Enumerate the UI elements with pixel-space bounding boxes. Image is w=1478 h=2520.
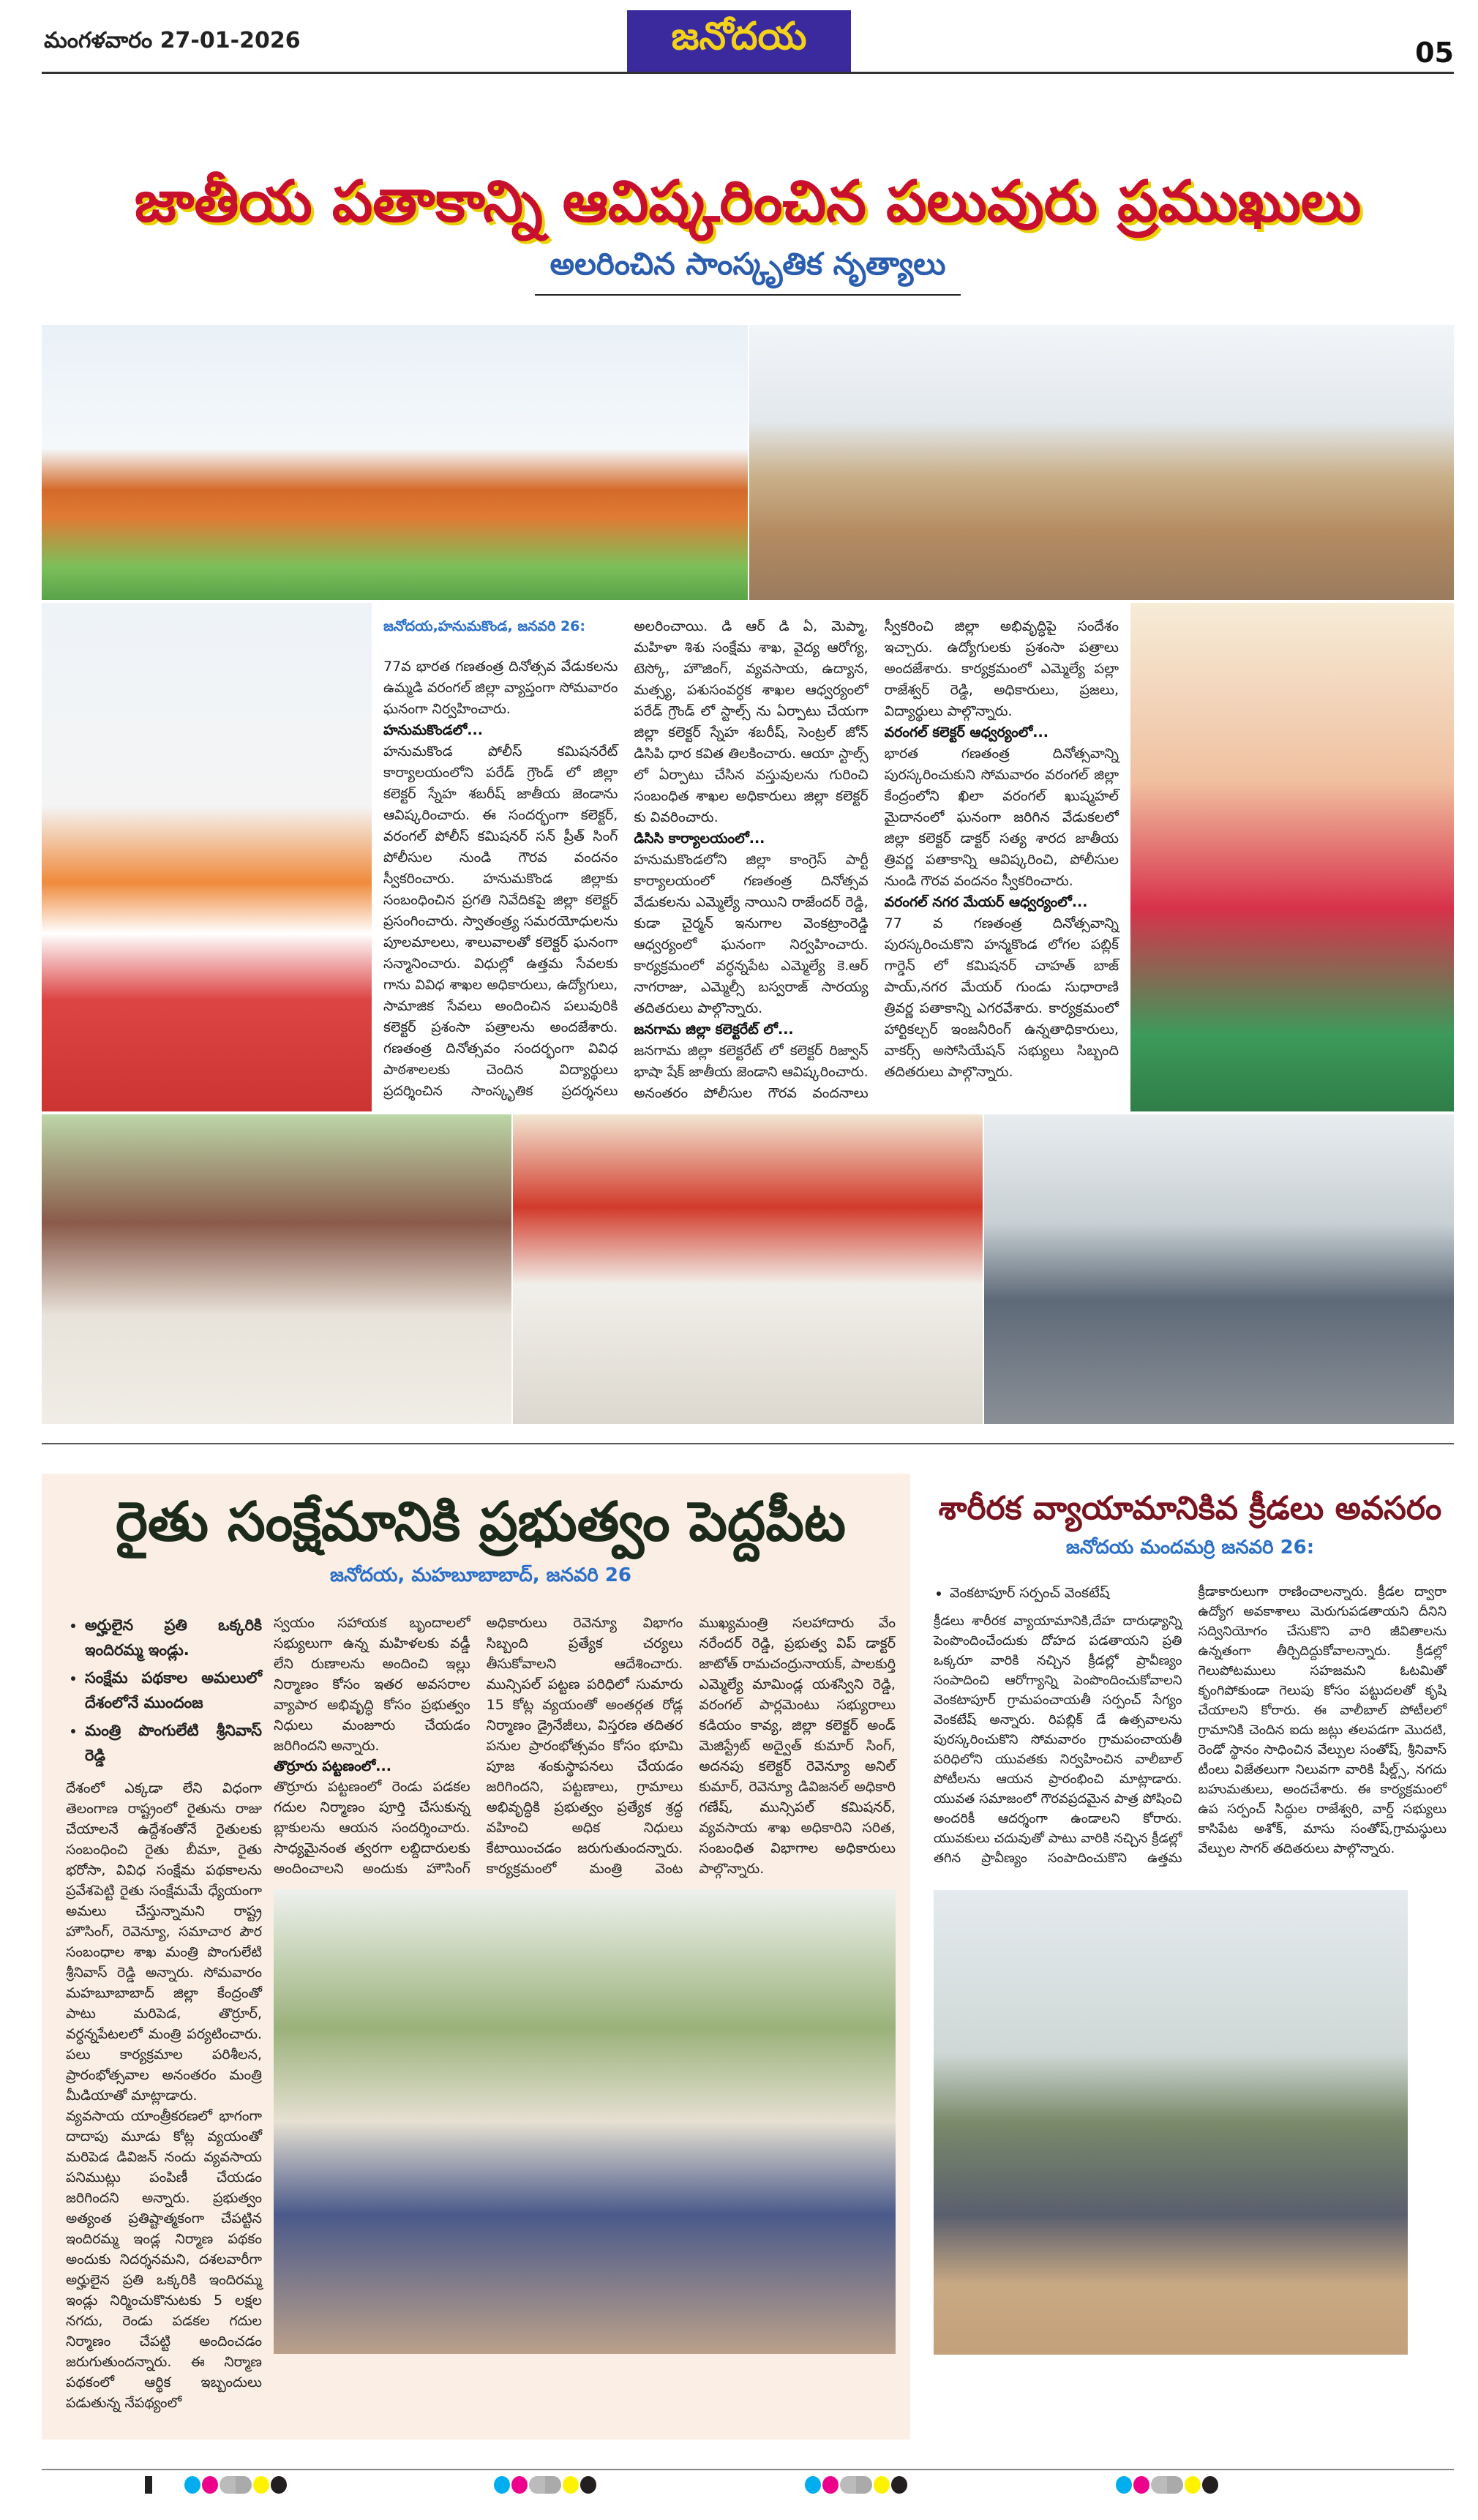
lower-section [42, 1474, 1454, 2440]
registration-dot [253, 2476, 269, 2494]
registration-dot [184, 2476, 200, 2494]
bottom-photo-row [42, 1114, 1454, 1424]
farmer-article [66, 1613, 896, 2413]
registration-dot [545, 2476, 561, 2494]
masthead [42, 0, 1454, 170]
article-paragraph: 77 వ గణతంత్ర దినోత్సవాన్ని పురస్కరించుకొని హన్మకొండ లోగల పబ్లిక్ గార్డెన్ లో కమిషనర్ చాహత్ బాజ్ పాయ్,నగర మేయర్ గుండు సుధారాణి త్రివర్ణ పతాకాన్ని ఎగరవేశారు. కార్యక్రమంలో హార్టికల్చర్ ఇంజనీరింగ్ ఉన్నతాధికారులు, వాకర్స్ అసోసియేషన్ సభ్యులు సిబ్బంది తదితరులు పాల్గొన్నారు. [884, 915, 1119, 1080]
farmer-article-continued [274, 1613, 896, 1879]
top-photo-row [42, 325, 1454, 600]
article-paragraph: స్వయం సహాయక బృందాలలో సభ్యులుగా ఉన్న మహిళలకు వడ్డీ లేని రుణాలను అందించి ఇల్లు నిర్మాణం కోసం ఇతర అవసరాల వ్యాపార అభివృద్ధి కోసం ప్రభుత్వం నిధులు మంజూరు చేయడం జరిగిందని అన్నారు. [274, 1615, 470, 1755]
registration-dot [220, 2476, 236, 2494]
registration-dot [822, 2476, 839, 2494]
color-registration-marks [494, 2476, 596, 2494]
photo-group-gathering [984, 1114, 1454, 1424]
registration-dot [891, 2476, 907, 2494]
sports-headline: శారీరక వ్యాయామానికివ క్రీడలు అవసరం [938, 1489, 1442, 1527]
article-paragraph: దేశంలో ఎక్కడా లేని విధంగా తెలంగాణ రాష్ట్రంలో రైతును రాజు చేయాలనే ఉద్దేశంతోనే రైతులకు సంబంధించి రైతు బీమా, రైతు భరోసా, వివిధ సంక్షేమ పథకాలను ప్రవేశపెట్టి రైతు సంక్షేమమే ధ్యేయంగా అమలు చేస్తున్నామని రాష్ట్ర హౌసింగ్, రెవెన్యూ, సమాచార పౌర సంబంధాల శాఖ మంత్రి పొంగులేటి శ్రీనివాస్ రెడ్డి అన్నారు. సోమవారం మహబూబాబాద్ జిల్లా కేంద్రంతో పాటు మరిపెడ, తొర్రూర్, వర్ధన్నపేటలలో మంత్రి పర్యటించారు. పలు కార్యక్రమాల పరిశీలన, ప్రారంభోత్సవాల అనంతరం మంత్రి మీడియాతో మాట్లాడారు. [66, 1780, 262, 2104]
registration-dot [580, 2476, 596, 2494]
registration-dot [511, 2476, 528, 2494]
article-subheading: వరంగల్ కలెక్టర్ ఆధ్వర్యంలో... [884, 724, 1049, 740]
highlight-item: • మంత్రి పొంగులేటి శ్రీనివాస్ రెడ్డి [85, 1718, 262, 1768]
section-divider [42, 1443, 1454, 1444]
farmer-article-right [274, 1613, 896, 2354]
photo-certificate-presentation [1130, 603, 1454, 1111]
photo-students-with-certificates [42, 1114, 511, 1424]
highlight-item: • సంక్షేమ పథకాల అమలులో దేశంలోనే ముందంజ [85, 1665, 262, 1715]
sports-story [926, 1474, 1454, 2355]
registration-dot [494, 2476, 510, 2494]
registration-dot [236, 2476, 252, 2494]
color-registration-marks [184, 2476, 287, 2494]
page-footer [42, 2469, 1454, 2520]
photo-volleyball-teams [934, 1890, 1408, 2355]
farmer-dateline: జనోదయ, మహబూబాబాద్, జనవరి 26 [329, 1564, 632, 1587]
lead-subheadline: అలరించిన సాంస్కృతిక నృత్యాలు [535, 246, 960, 296]
article-subheading: జనగామ జిల్లా కలెక్టరేట్ లో... [634, 1021, 794, 1038]
photo-flag-hoisting-ceremony [42, 603, 372, 1111]
photo-minister-foundation-stone [274, 1889, 896, 2354]
article-paragraph: హనుమకొండ పోలీస్ కమిషనరేట్ కార్యాలయంలోని పరేడ్ గ్రౌండ్ లో జిల్లా కలెక్టర్ స్నేహ శబరీష్ జాతీయ జెండాను ఆవిష్కరించారు. ఈ సందర్భంగా కలెక్టర్, వరంగల్ పోలీస్ కమిషనర్ సన్ ప్రీత్ సింగ్ పోలీసుల నుండి గౌరవ వందనం స్వీకరించారు. హనుమకొండ జిల్లాకు సంబంధించిన ప్రగతి నివేదికపై జిల్లా కలెక్టర్ ప్రసంగించారు. స్వాతంత్ర్య సమరయోధులను పూలమాలలు, శాలువాలతో కలెక్టర్ ఘనంగా సన్మానించారు. విధుల్లో ఉత్తమ సేవలకు గాను వివిధ శాఖల అధికారులు, ఉద్యోగులు, సామాజిక సేవలు అందించిన పలువురికి కలెక్టర్ ప్రశంసా పత్రాలను అందజేశారు. గణతంత్ర దినోత్సవం సందర్భంగా వివిధ పాఠశాలలకు చెందిన విద్యార్థులు ప్రదర్శించిన సాంస్కృతిక ప్రదర్శనలు అలరించాయి. డి ఆర్ డి ఏ, మెప్మా, మహిళా శిశు సంక్షేమ శాఖ, వైద్య ఆరోగ్య, టెస్కో, హౌజింగ్, వ్యవసాయ, ఉద్యాన, మత్స్య, పశుసంవర్ధక శాఖల ఆధ్వర్యంలో పరేడ్ గ్రౌండ్ లో స్టాల్స్ ను ఏర్పాటు చేయగా జిల్లా కలెక్టర్ స్నేహ శబరీష్, సెంట్రల్ జోన్ డిసిపి ధార కవిత తిలకించారు. ఆయా స్టాల్స్ లో ఏర్పాటు చేసిన వస్తువులను గురించి సంబంధిత శాఖల అధికారులు జిల్లా కలెక్టర్ కు వివరించారు. [383, 618, 869, 1099]
farmer-highlights [66, 1613, 262, 1768]
registration-bar [145, 2476, 152, 2494]
color-registration-marks [1116, 2476, 1218, 2494]
farmer-story-box [42, 1474, 910, 2440]
registration-dot [856, 2476, 872, 2494]
lead-headline: జాతీయ పతాకాన్ని ఆవిష్కరించిన పలువురు ప్రముఖులు [134, 169, 1362, 235]
logo-text: జనోదయ [671, 14, 807, 59]
footer-divider [42, 2469, 1454, 2470]
article-subheading: డిసిసి కార్యాలయంలో... [634, 830, 765, 847]
highlight-item: • వెంకటాపూర్ సర్పంచ్ వెంకటేష్ [950, 1582, 1182, 1604]
registration-dot [271, 2476, 287, 2494]
registration-dot [563, 2476, 579, 2494]
color-registration-marks [805, 2476, 907, 2494]
newspaper-page [42, 0, 1454, 2520]
registration-dot [529, 2476, 545, 2494]
sports-article-body [934, 1582, 1447, 1868]
sports-dateline: జనోదయ మందమర్రి జనవరి 26: [1065, 1537, 1315, 1559]
article-subheading: వరంగల్ నగర మేయర్ ఆధ్వర్యంలో... [884, 893, 1088, 910]
lead-article-body [383, 603, 1119, 1111]
article-paragraph: వ్యవసాయ యాంత్రీకరణలో భాగంగా దాదాపు మూడు కోట్ల వ్యయంతో మరిపెడ డివిజన్ నందు వ్యవసాయ పనిముట్లు పంపిణీ చేయడం జరిగిందని అన్నారు. ప్రభుత్వం అత్యంత ప్రతిష్టాత్మకంగా చేపట్టిన ఇందిరమ్మ ఇండ్ల నిర్మాణ పథకం అందుకు నిదర్శనమని, దశలవారీగా అర్హులైన ప్రతి ఒక్కరికి ఇందిరమ్మ ఇండ్లు నిర్మించుకొనుటకు 5 లక్షల నగదు, రెండు పడకల గదుల నిర్మాణం చేపట్టి అందించడం జరుగుతుందన్నారు. ఈ నిర్మాణ పథకంలో ఆర్థిక ఇబ్బందులు పడుతున్న నేపథ్యంలో [66, 2108, 262, 2412]
sports-highlights [934, 1582, 1182, 1604]
issue-date: మంగళవారం 27-01-2026 [44, 28, 301, 53]
registration-dot [1202, 2476, 1218, 2494]
registration-dot [202, 2476, 218, 2494]
article-subheading: తొర్రూరు పట్టణంలో... [274, 1758, 391, 1775]
registration-dot [840, 2476, 856, 2494]
farmer-headline: రైతు సంక్షేమానికి ప్రభుత్వం పెద్దపీట [115, 1490, 847, 1553]
article-paragraph: హనుమకొండలోని జిల్లా కాంగ్రెస్ పార్టీ కార్యాలయంలో గణతంత్ర దినోత్సవ వేడుకలను ఎమ్మెల్యే నాయిని రాజేందర్ రెడ్డి, కుడా చైర్మన్ ఇనుగాల వెంకట్రాంరెడ్డి ఆధ్వర్యంలో ఘనంగా నిర్వహించారు. కార్యక్రమంలో వర్ధన్నపేట ఎమ్మెల్యే కె.ఆర్ నాగరాజు, ఎమ్మెల్సీ బస్వరాజ్ సారయ్య తదితరులు పాల్గొన్నారు. [634, 851, 869, 1016]
lead-article-row [42, 603, 1454, 1111]
photo-police-parade [749, 325, 1454, 600]
lead-subheadline-wrap [42, 246, 1454, 296]
article-paragraph: తొర్రూరు పట్టణంలో రెండు పడకల గదుల నిర్మాణం పూర్తి చేసుకున్న బ్లాకులను ఆయన సందర్శించారు. సాధ్యమైనంత త్వరగా లబ్దిదారులకు అందించాలని అందుకు హౌసింగ్ అధికారులు రెవెన్యూ విభాగం సిబ్బంది ప్రత్యేక చర్యలు తీసుకోవాలని ఆదేశించారు. మున్సిపల్ పట్టణ పరిధిలో సుమారు 15 కోట్ల వ్యయంతో అంతర్గత రోడ్ల నిర్మాణం డ్రైనేజీలు, విస్తరణ తదితర పనుల ప్రారంభోత్సవం కోసం భూమి పూజ శంకుస్థాపనలు చేయడం జరిగిందని, పట్టణాలు, గ్రామాలు అభివృద్ధికి ప్రభుత్వం ప్రత్యేక శ్రద్ధ వహించి అధిక నిధులు కేటాయించడం జరుగుతుందన్నారు. కార్యక్రమంలో మంత్రి వెంట ముఖ్యమంత్రి సలహాదారు వేం నరేందర్ రెడ్డి, ప్రభుత్వ విప్ డాక్టర్ జాటోత్ రామచంద్రునాయక్, పాలకుర్తి ఎమ్మెల్యే మామిండ్ల యశస్విని రెడ్డి, వరంగల్ పార్లమెంటు సభ్యురాలు కడియం కావ్య, జిల్లా కలెక్టర్ అండ్ మెజిస్ట్రేట్ అద్వైత్ కుమార్ సింగ్, అదనపు కలెక్టర్ రెవెన్యూ అనిల్ కుమార్, రెవెన్యూ డివిజనల్ అధికారి గణేష్, మున్సిపల్ కమిషనర్, వ్యవసాయ శాఖ అధికారిని సరిత, సంబంధిత విభాగాల అధికారులు పాల్గొన్నారు. [274, 1615, 896, 1878]
article-paragraph: 77వ భారత గణతంత్ర దినోత్సవ వేడుకలను ఉమ్మడి వరంగల్ జిల్లా వ్యాప్తంగా సోమవారం ఘనంగా నిర్వహించారు. [383, 658, 618, 717]
article-subheading: హనుమకొండలో... [383, 721, 483, 738]
article-paragraph: జనగామ జిల్లా కలెక్టరేట్ లో కలెక్టర్ రిజ్వాన్ భాషా షేక్ జాతీయ జెండాని ఆవిష్కరించారు. అనంతరం పోలీసుల గౌరవ వందనాలు స్వీకరించి జిల్లా అభివృద్ధిపై సందేశం ఇచ్చారు. ఉద్యోగులకు ప్రశంసా పత్రాలు అందజేశారు. కార్యక్రమంలో ఎమ్మెల్యే పల్లా రాజేశ్వర్ రెడ్డి, అధికారులు, ప్రజలు, విద్యార్థులు పాల్గొన్నారు. [634, 618, 1119, 1101]
registration-dot [805, 2476, 821, 2494]
farmer-article-col1 [66, 1613, 262, 2413]
registration-dot [1167, 2476, 1183, 2494]
article-paragraph: భారత గణతంత్ర దినోత్సవాన్ని పురస్కరించుకుని సోమవారం వరంగల్ జిల్లా కేంద్రంలోని ఖిలా వరంగల్ ఖుష్మహల్ మైదానంలో ఘనంగా జరిగిన వేడుకలలో జిల్లా కలెక్టర్ డాక్టర్ సత్య శారద జాతీయ త్రివర్ణ పతాకాన్ని ఆవిష్కరించి, పోలీసుల నుండి గౌరవ వందనం స్వీకరించారు. [884, 745, 1119, 889]
article-paragraph: క్రీడలు శారీరక వ్యాయామానికి,దేహ దారుఢ్యాన్ని పెంపొందించేందుకు దోహద పడతాయని ప్రతి ఒక్కరూ వారికి నచ్చిన క్రీడల్లో ప్రావీణ్యం సంపాదించి ఆరోగ్యాన్ని పెంపొందించుకోవాలని వెంకటాపూర్ గ్రామపంచాయతీ సర్పంచ్ సేగ్యం వెంకటేష్ అన్నారు. రిపబ్లిక్ డే ఉత్సవాలను పురస్కరించుకొని సోమవారం గ్రామపంచాయతీ పరిధిలోని యువతకు నిర్వహించిన వాలీబాల్ పోటీలను ఆయన ప్రారంభించి మాట్లాడారు. యువత సమాజంలో గౌరవప్రదమైన పాత్ర పోషించి అందరికీ ఆదర్శంగా ఉండాలని కోరారు. యువకులు చదువుతో పాటు వారికి నచ్చిన క్రీడల్లో తగిన ప్రావీణ్యం సంపాదించుకొని ఉత్తమ క్రీడాకారులుగా రాణించాలన్నారు. క్రీడల ద్వారా ఉద్యోగ అవకాశాలు మెరుగుపడతాయని దీనిని సద్వినియోగం చేసుకొని వారి జీవితాలను ఉన్నతంగా తీర్చిదిద్దుకోవాలన్నారు. క్రీడల్లో గెలుపోటములు సహజమని ఓటమితో కృంగిపోకుండా గెలుపు కోసం పట్టుదలతో కృషి చేయాలని కోరారు. ఈ వాలీబాల్ పోటీలలో గ్రామానికి చెందిన ఐదు జట్లు తలపడగా మొదటి, రెండో స్థానం సాధించిన వేల్పుల సంతోష్, శ్రీనివాస్ టీంలు విజేతలుగా నిలువగా వారికి షీల్డ్స్, నగదు బహుమతులు, అందచేశారు. ఈ కార్యక్రమంలో ఉప సర్పంచ్ సిద్ధుల రాజేశ్వరి, వార్డ్ సభ్యులు కాసిపేట అశోక్, మాసు సంతోష్,గ్రామస్థులు వేల్పుల సాగర్ తదితరులు పాల్గొన్నారు. [934, 1584, 1447, 1867]
header-divider [42, 72, 1454, 74]
highlight-item: • అర్హులైన ప్రతి ఒక్కరికి ఇందిరమ్మ ఇండ్లు. [85, 1613, 262, 1662]
registration-dot [874, 2476, 890, 2494]
page-number: 05 [1415, 37, 1454, 69]
registration-dot [1133, 2476, 1149, 2494]
lead-dateline: జనోదయ,హనుమకొండ, జనవరి 26: [383, 618, 585, 634]
photo-students-flag-dance [42, 325, 748, 600]
registration-dot [1185, 2476, 1201, 2494]
registration-dot [1116, 2476, 1132, 2494]
photo-party-office-salute [513, 1114, 983, 1424]
registration-dot [1151, 2476, 1167, 2494]
newspaper-logo [627, 10, 851, 72]
